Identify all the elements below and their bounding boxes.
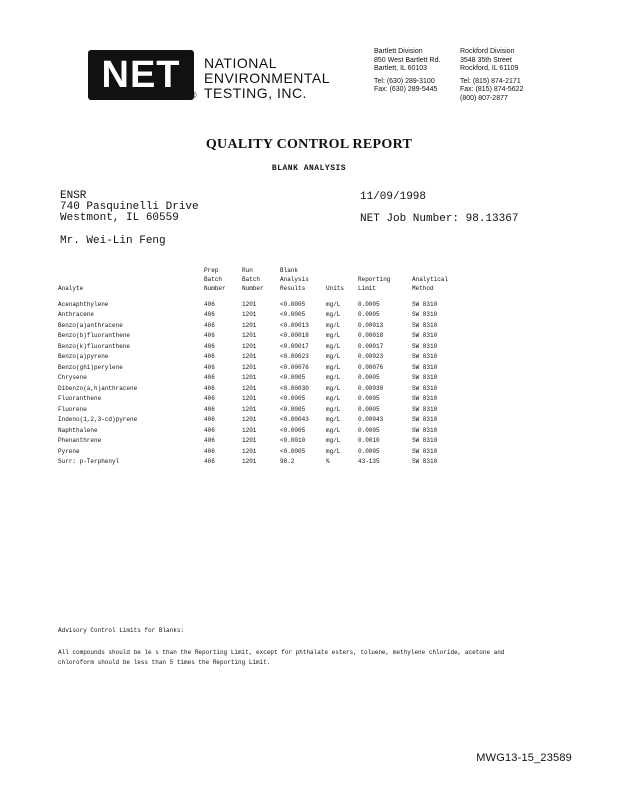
- col-header-units: Units: [326, 285, 345, 292]
- cell-method: SW 8310: [412, 416, 438, 424]
- table-row: [58, 331, 462, 342]
- cell-analyte: Indeno(1,2,3-cd)pyrene: [58, 416, 138, 424]
- cell-run-batch: 1201: [242, 426, 257, 434]
- cell-analyte: Pyrene: [58, 447, 80, 455]
- report-date: 11/09/1998: [360, 191, 427, 203]
- cell-prep-batch: 406: [204, 342, 215, 350]
- cell-result: <0.0005: [280, 405, 306, 413]
- company-line-1: NATIONAL: [204, 55, 277, 71]
- cell-run-batch: 1201: [242, 321, 257, 329]
- cell-prep-batch: 406: [204, 353, 215, 361]
- table-row: [58, 383, 462, 394]
- cell-units: mg/L: [326, 416, 341, 424]
- table-row: [58, 425, 462, 436]
- cell-prep-batch: 406: [204, 458, 215, 466]
- table-row: [58, 415, 462, 426]
- bartlett-line: 850 West Bartlett Rd.: [374, 56, 441, 64]
- cell-run-batch: 1201: [242, 437, 257, 445]
- logo-text: NET: [101, 54, 181, 96]
- cell-result: <0.00076: [280, 363, 309, 371]
- table-header-row: [58, 266, 462, 299]
- cell-method: SW 8310: [412, 447, 438, 455]
- cell-reporting-limit: 0.00076: [358, 363, 384, 371]
- cell-analyte: Benzo(k)fluoranthene: [58, 342, 131, 350]
- net-logo: [88, 50, 194, 100]
- cell-analyte: Anthracene: [58, 311, 95, 319]
- cell-prep-batch: 406: [204, 426, 215, 434]
- table-row: [58, 457, 462, 468]
- table-row: [58, 436, 462, 447]
- cell-method: SW 8310: [412, 311, 438, 319]
- table-row: [58, 373, 462, 384]
- cell-method: SW 8310: [412, 300, 438, 308]
- cell-prep-batch: 406: [204, 300, 215, 308]
- cell-method: SW 8310: [412, 353, 438, 361]
- col-header-results: Blank Analysis Results: [280, 267, 309, 292]
- bartlett-line: Bartlett Division: [374, 48, 423, 55]
- cell-method: SW 8310: [412, 437, 438, 445]
- rockford-line: Tel: (815) 874-2171: [460, 77, 521, 85]
- rockford-division: [460, 48, 523, 103]
- rockford-line: Rockford Division: [460, 48, 515, 55]
- job-number-label: NET Job Number:: [360, 213, 460, 225]
- cell-analyte: Naphthalene: [58, 426, 98, 434]
- cell-units: mg/L: [326, 321, 341, 329]
- cell-result: <0.0005: [280, 311, 306, 319]
- report-subtitle: BLANK ANALYSIS: [271, 164, 347, 173]
- cell-result: <0.00043: [280, 416, 309, 424]
- col-header-reporting-limit: Reporting Limit: [358, 276, 391, 292]
- bartlett-line: Fax: (630) 289-5445: [374, 86, 438, 93]
- client-address: [60, 191, 199, 224]
- bartlett-line: Bartlett, IL 60103: [374, 65, 428, 72]
- footnote-title: Advisory Control Limits for Blanks:: [58, 627, 185, 634]
- table-row: [58, 446, 462, 457]
- table-row: [58, 352, 462, 363]
- cell-prep-batch: 406: [204, 332, 215, 340]
- cell-run-batch: 1201: [242, 311, 257, 319]
- bartlett-division: [374, 48, 440, 95]
- cell-reporting-limit: 0.00023: [358, 353, 384, 361]
- cell-reporting-limit: 0.00018: [358, 332, 384, 340]
- cell-reporting-limit: 0.0005: [358, 311, 380, 319]
- table-body: [58, 299, 462, 467]
- cell-run-batch: 1201: [242, 458, 257, 466]
- cell-prep-batch: 406: [204, 405, 215, 413]
- cell-analyte: Chrysene: [58, 374, 87, 382]
- cell-reporting-limit: 0.0005: [358, 300, 380, 308]
- company-name: [204, 56, 330, 101]
- col-header-method: Analytical Method: [412, 276, 449, 292]
- cell-method: SW 8310: [412, 405, 438, 413]
- registered-mark: ®: [190, 90, 197, 100]
- job-number: [360, 213, 518, 225]
- cell-units: mg/L: [326, 447, 341, 455]
- cell-units: mg/L: [326, 395, 341, 403]
- job-number-value: 98.13367: [465, 213, 519, 225]
- cell-method: SW 8310: [412, 321, 438, 329]
- cell-result: <0.00023: [280, 353, 309, 361]
- cell-run-batch: 1201: [242, 416, 257, 424]
- cell-method: SW 8310: [412, 426, 438, 434]
- cell-result: <0.00013: [280, 321, 309, 329]
- cell-analyte: Fluorene: [58, 405, 87, 413]
- cell-prep-batch: 406: [204, 363, 215, 371]
- cell-result: <0.0010: [280, 437, 306, 445]
- cell-result: <0.00018: [280, 332, 309, 340]
- cell-analyte: Surr: p-Terphenyl: [58, 458, 120, 466]
- cell-method: SW 8310: [412, 332, 438, 340]
- rockford-line: 3548 35th Street: [460, 56, 512, 64]
- bartlett-line: Tel: (630) 289-3100: [374, 77, 435, 85]
- cell-method: SW 8310: [412, 384, 438, 392]
- cell-method: SW 8310: [412, 363, 438, 371]
- cell-units: mg/L: [326, 374, 341, 382]
- cell-result: 98.2: [280, 458, 295, 466]
- cell-units: mg/L: [326, 384, 341, 392]
- cell-run-batch: 1201: [242, 395, 257, 403]
- company-line-3: TESTING, INC.: [204, 85, 307, 101]
- table-row: [58, 299, 462, 310]
- cell-units: mg/L: [326, 311, 341, 319]
- cell-analyte: Phenanthrene: [58, 437, 102, 445]
- cell-run-batch: 1201: [242, 363, 257, 371]
- footnote-text: All compounds should be le s than the Reporting Limit, except for phthalate esters, toluene, methylene chloride, acetone and chloroform should be less than 5 times the Reporting Limit.: [58, 649, 505, 666]
- cell-analyte: Benzo(a)pyrene: [58, 353, 109, 361]
- cell-units: mg/L: [326, 300, 341, 308]
- cell-run-batch: 1201: [242, 332, 257, 340]
- table-row: [58, 362, 462, 373]
- cell-reporting-limit: 43-135: [358, 458, 380, 466]
- cell-reporting-limit: 0.00017: [358, 342, 384, 350]
- cell-prep-batch: 406: [204, 437, 215, 445]
- report-title: QUALITY CONTROL REPORT: [205, 137, 413, 152]
- cell-prep-batch: 406: [204, 395, 215, 403]
- cell-reporting-limit: 0.0005: [358, 447, 380, 455]
- cell-result: <0.0005: [280, 374, 306, 382]
- rockford-line: Rockford, IL 61109: [460, 65, 519, 72]
- cell-run-batch: 1201: [242, 300, 257, 308]
- cell-analyte: Benzo(a)anthracene: [58, 321, 123, 329]
- cell-analyte: Benzo(ghi)perylene: [58, 363, 123, 371]
- cell-run-batch: 1201: [242, 342, 257, 350]
- document-id: MWG13-15_23589: [476, 752, 572, 764]
- cell-method: SW 8310: [412, 342, 438, 350]
- cell-units: mg/L: [326, 342, 341, 350]
- cell-units: mg/L: [326, 363, 341, 371]
- table-row: [58, 341, 462, 352]
- col-header-run-batch: Run Batch Number: [242, 267, 264, 292]
- cell-reporting-limit: 0.00043: [358, 416, 384, 424]
- rockford-line: Fax: (815) 874-5622: [460, 86, 524, 93]
- cell-method: SW 8310: [412, 458, 438, 466]
- cell-run-batch: 1201: [242, 447, 257, 455]
- cell-analyte: Dibenzo(a,h)anthracene: [58, 384, 138, 392]
- cell-prep-batch: 406: [204, 321, 215, 329]
- table-row: [58, 310, 462, 321]
- cell-result: <0.0005: [280, 395, 306, 403]
- client-line: Westmont, IL 60559: [60, 212, 179, 224]
- company-line-2: ENVIRONMENTAL: [204, 70, 331, 86]
- cell-reporting-limit: 0.00013: [358, 321, 384, 329]
- cell-run-batch: 1201: [242, 384, 257, 392]
- cell-reporting-limit: 0.00030: [358, 384, 384, 392]
- cell-units: mg/L: [326, 353, 341, 361]
- cell-prep-batch: 406: [204, 447, 215, 455]
- cell-method: SW 8310: [412, 395, 438, 403]
- table-row: [58, 394, 462, 405]
- cell-result: <0.0005: [280, 300, 306, 308]
- cell-result: <0.00017: [280, 342, 309, 350]
- table-row: [58, 404, 462, 415]
- cell-reporting-limit: 0.0010: [358, 437, 380, 445]
- cell-units: mg/L: [326, 332, 341, 340]
- col-header-analyte: Analyte: [58, 285, 84, 292]
- cell-analyte: Benzo(b)fluoranthene: [58, 332, 131, 340]
- client-line: 740 Pasquinelli Drive: [60, 201, 199, 213]
- cell-units: mg/L: [326, 437, 341, 445]
- cell-result: <0.0005: [280, 426, 306, 434]
- cell-reporting-limit: 0.0005: [358, 426, 380, 434]
- attention-line: Mr. Wei-Lin Feng: [60, 235, 166, 247]
- cell-prep-batch: 406: [204, 384, 215, 392]
- cell-units: mg/L: [326, 405, 341, 413]
- blank-analysis-table: [58, 266, 462, 467]
- cell-prep-batch: 406: [204, 374, 215, 382]
- cell-run-batch: 1201: [242, 374, 257, 382]
- cell-run-batch: 1201: [242, 405, 257, 413]
- cell-reporting-limit: 0.0005: [358, 374, 380, 382]
- table-row: [58, 320, 462, 331]
- rockford-line: (800) 807-2877: [460, 94, 508, 102]
- col-header-prep-batch: Prep Batch Number: [204, 267, 226, 292]
- cell-reporting-limit: 0.0005: [358, 395, 380, 403]
- cell-units: %: [326, 458, 330, 466]
- cell-prep-batch: 406: [204, 311, 215, 319]
- cell-run-batch: 1201: [242, 353, 257, 361]
- cell-analyte: Fluoranthene: [58, 395, 102, 403]
- cell-reporting-limit: 0.0005: [358, 405, 380, 413]
- client-line: ENSR: [60, 190, 87, 202]
- cell-method: SW 8310: [412, 374, 438, 382]
- cell-prep-batch: 406: [204, 416, 215, 424]
- cell-result: <0.0005: [280, 447, 306, 455]
- cell-result: <0.00030: [280, 384, 309, 392]
- cell-analyte: Acenaphthylene: [58, 300, 109, 308]
- cell-units: mg/L: [326, 426, 341, 434]
